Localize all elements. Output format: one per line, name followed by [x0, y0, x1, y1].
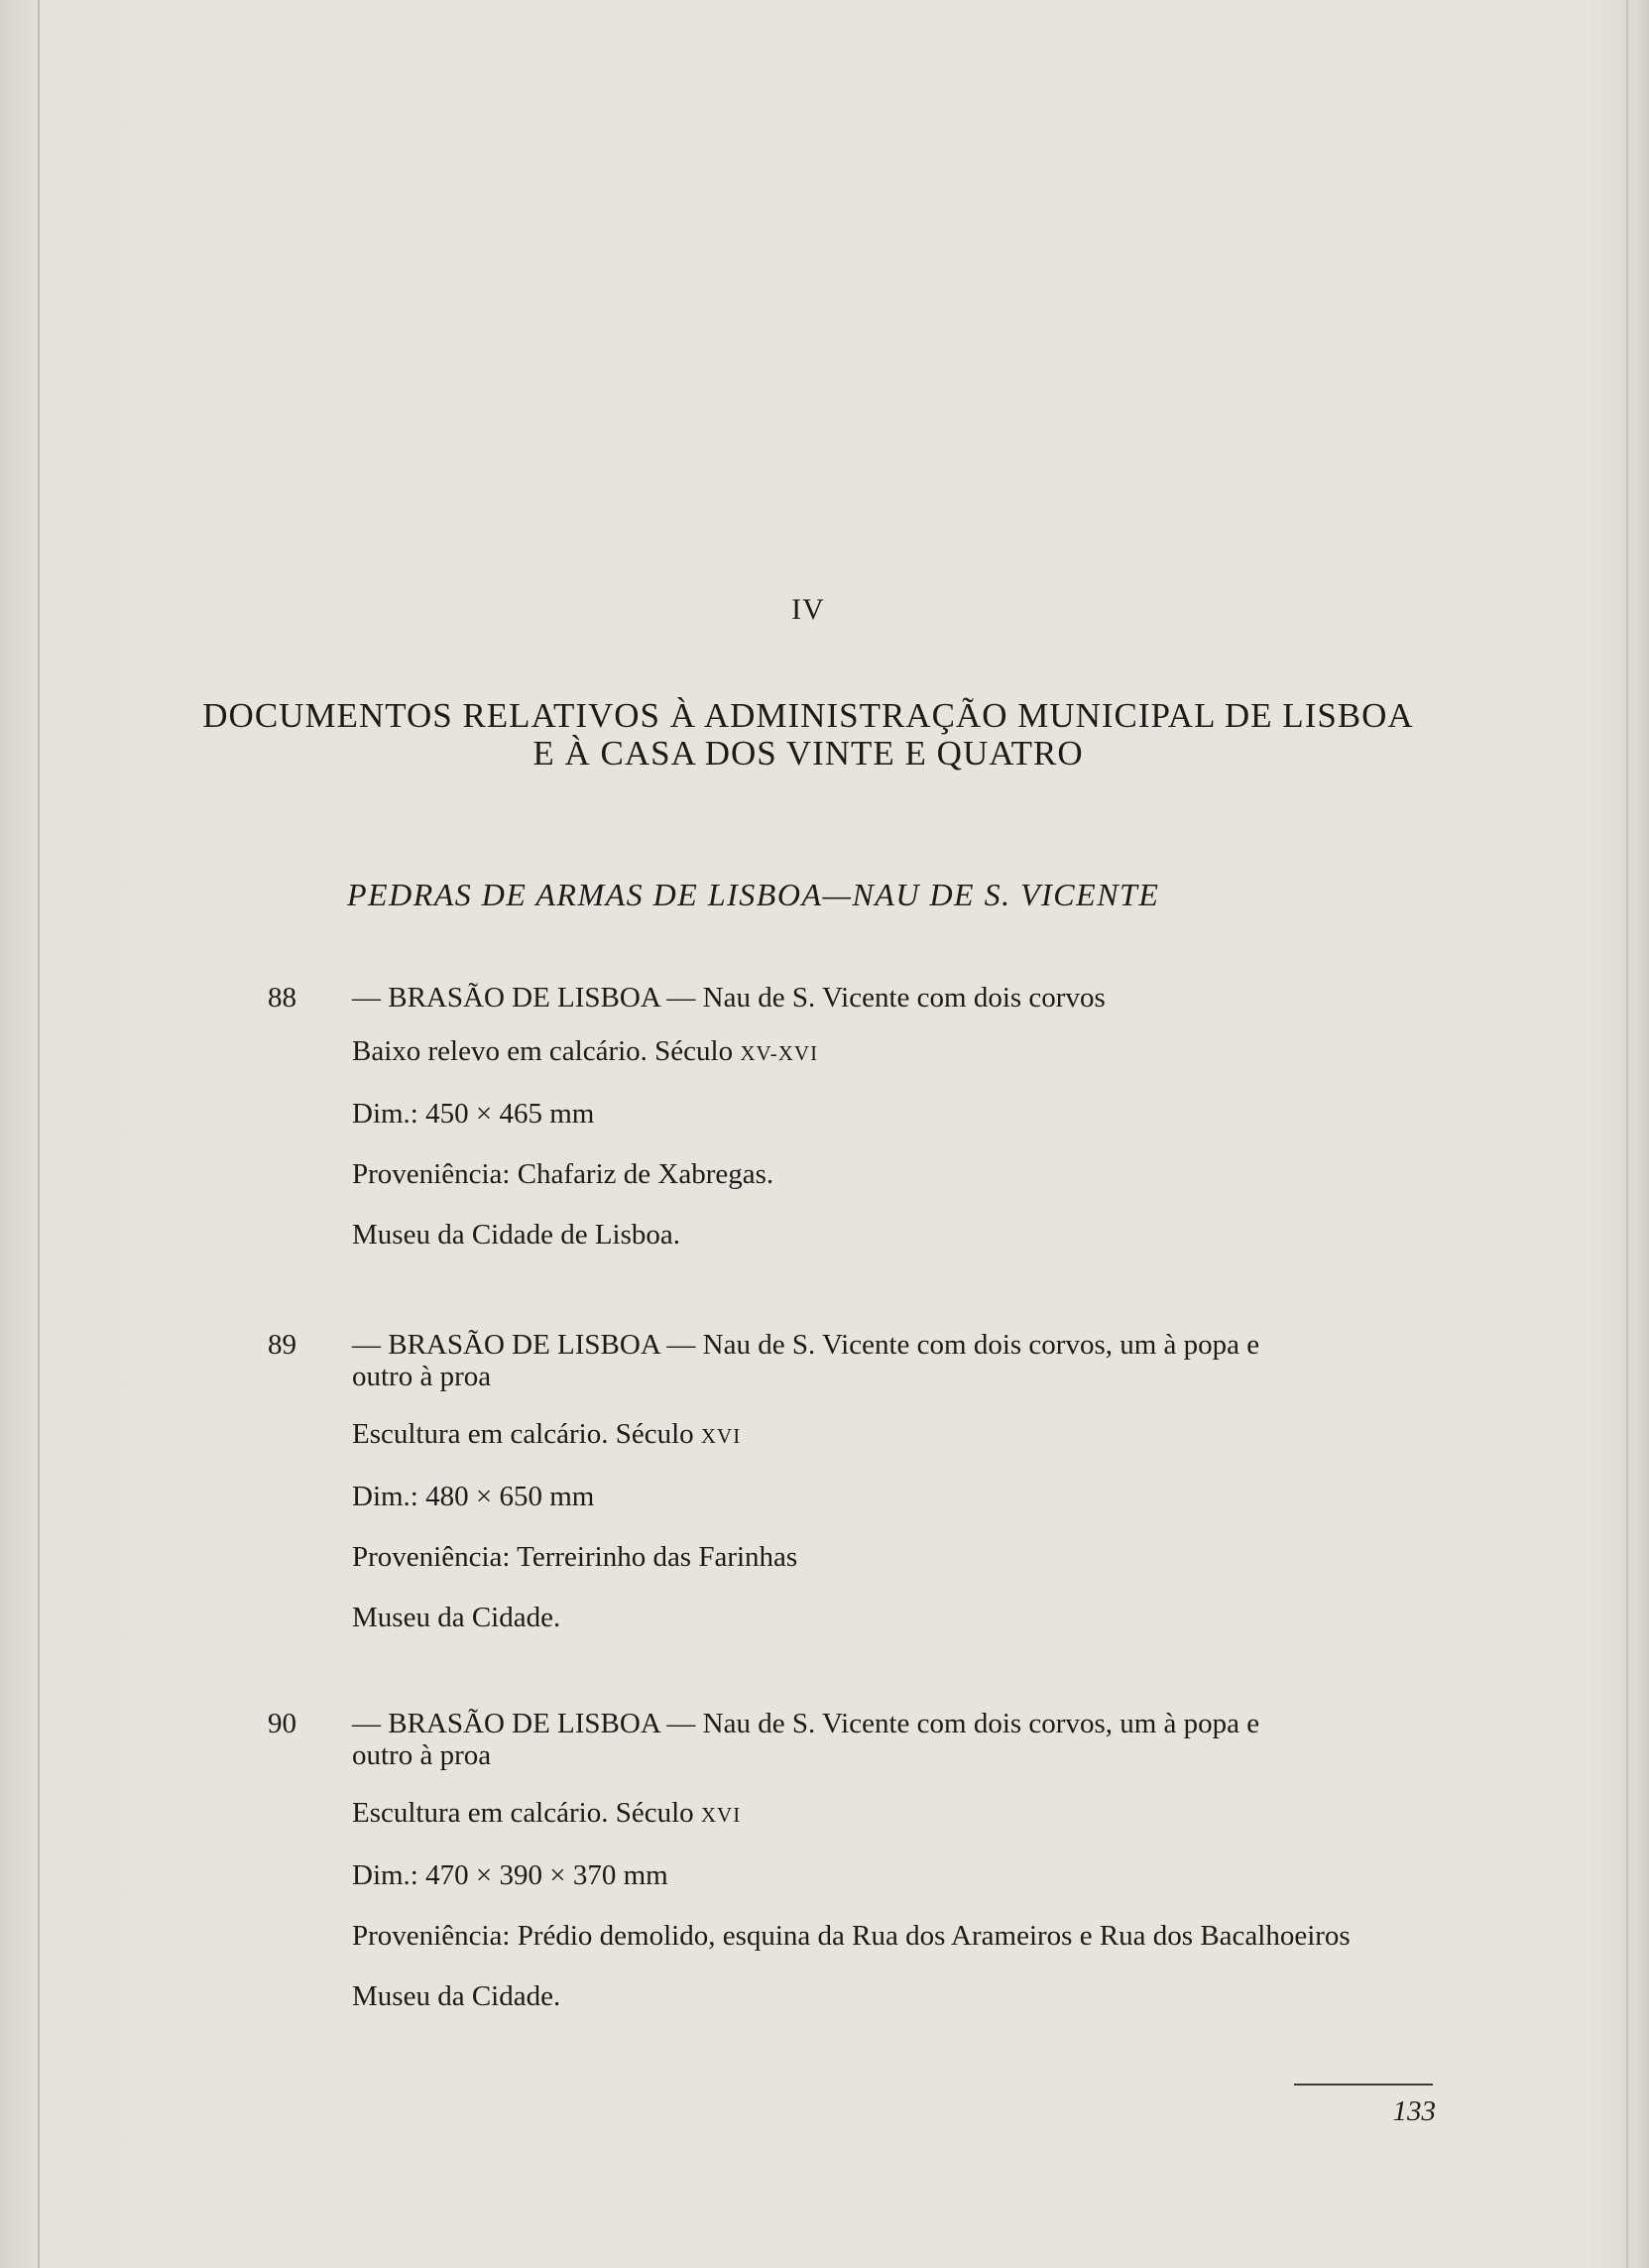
entry-material: Escultura em calcário. Século XVI [352, 1418, 742, 1450]
entry-number: 88 [268, 982, 296, 1014]
entry-heading [268, 1708, 1443, 1739]
title-line-2: E À CASA DOS VINTE E QUATRO [532, 734, 1084, 773]
entry-dimensions: Dim.: 480 × 650 mm [352, 1481, 595, 1512]
entry-heading-cont: outro à proa [352, 1739, 492, 1771]
catalog-entry-90 [268, 1708, 1443, 2012]
section-number: IV [791, 593, 825, 626]
century: XV-XVI [740, 1041, 819, 1065]
entry-title: — BRASÃO DE LISBOA — Nau de S. Vicente com dois corvos [352, 982, 1106, 1014]
catalog-entry-89 [268, 1329, 1443, 1633]
entry-heading [268, 982, 1443, 1014]
subsection-title: PEDRAS DE ARMAS DE LISBOA—NAU DE S. VICENTE [347, 877, 1160, 912]
entry-provenance: Proveniência: Prédio demolido, esquina da Rua dos Arameiros e Rua dos Bacalhoeiros [352, 1920, 1351, 1952]
entry-material: Escultura em calcário. Século XVI [352, 1797, 742, 1829]
entry-museum: Museu da Cidade. [352, 1602, 561, 1633]
entry-dimensions: Dim.: 470 × 390 × 370 mm [352, 1859, 668, 1891]
entry-dimensions: Dim.: 450 × 465 mm [352, 1098, 595, 1130]
entry-provenance: Proveniência: Chafariz de Xabregas. [352, 1158, 774, 1190]
document-title [159, 697, 1458, 773]
century: XVI [700, 1424, 742, 1448]
catalog-entry-88 [268, 982, 1443, 1251]
entry-heading-cont: outro à proa [352, 1361, 492, 1392]
entry-heading [268, 1329, 1443, 1361]
entry-museum: Museu da Cidade de Lisboa. [352, 1219, 681, 1251]
entry-title: — BRASÃO DE LISBOA — Nau de S. Vicente com dois corvos, um à popa e [352, 1329, 1260, 1361]
entry-material: Baixo relevo em calcário. Século XV-XVI [352, 1035, 819, 1067]
page-number: 133 [1392, 2095, 1436, 2127]
page-edge [1626, 0, 1628, 2268]
footer-rule [1294, 2084, 1433, 2086]
binding-edge [38, 0, 40, 2268]
entry-provenance: Proveniência: Terreirinho das Farinhas [352, 1541, 798, 1573]
title-line-1: DOCUMENTOS RELATIVOS À ADMINISTRAÇÃO MUNICIPAL DE LISBOA [202, 696, 1414, 735]
entry-title: — BRASÃO DE LISBOA — Nau de S. Vicente com dois corvos, um à popa e [352, 1708, 1260, 1739]
entry-number: 89 [268, 1329, 296, 1361]
entry-number: 90 [268, 1708, 296, 1739]
entry-museum: Museu da Cidade. [352, 1980, 561, 2012]
century: XVI [700, 1803, 742, 1827]
